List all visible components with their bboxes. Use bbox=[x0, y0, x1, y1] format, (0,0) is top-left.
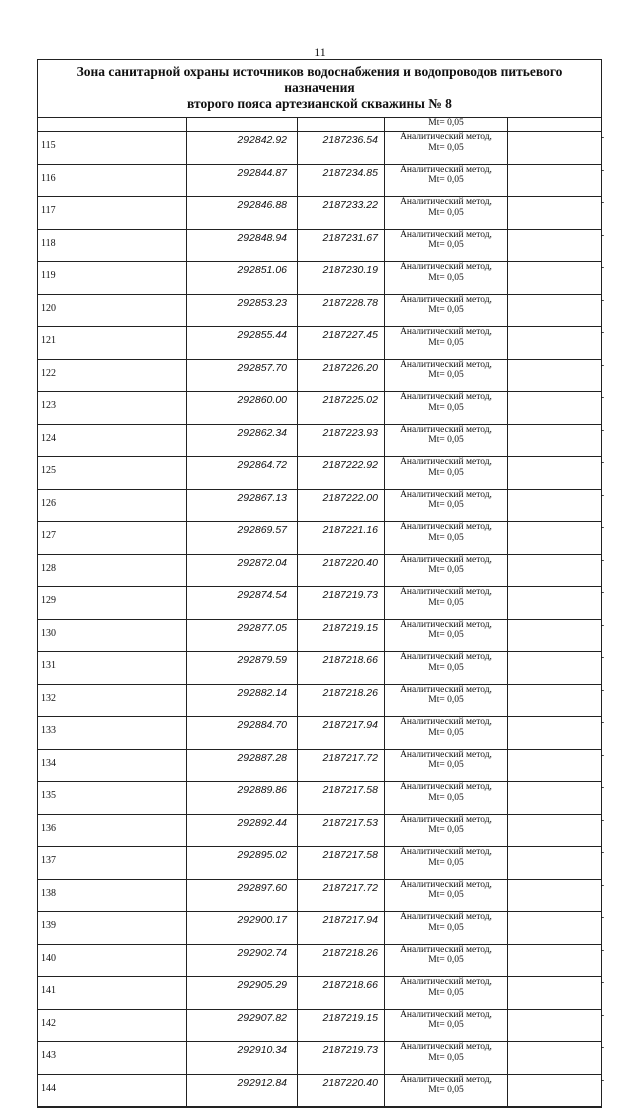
coordinate-y: 2187217.72 bbox=[298, 879, 385, 912]
point-number: 138 bbox=[38, 879, 187, 912]
note-dash: - bbox=[600, 392, 605, 403]
note-dash: - bbox=[600, 489, 605, 501]
method-accuracy: Mt= 0,05 bbox=[428, 857, 464, 868]
note-cell bbox=[508, 587, 605, 620]
note-cell bbox=[508, 1042, 605, 1075]
method-label: Аналитический метод, bbox=[400, 587, 492, 597]
method-accuracy: Mt= 0,05 bbox=[428, 207, 464, 218]
note-dash: - bbox=[600, 522, 605, 533]
method-accuracy: Mt= 0,05 bbox=[428, 240, 464, 250]
coordinate-x: 292900.17 bbox=[187, 912, 298, 945]
method-accuracy: Mt= 0,05 bbox=[428, 532, 464, 543]
note-cell bbox=[508, 262, 605, 295]
table-row bbox=[38, 879, 601, 912]
coordinate-y: 2187233.22 bbox=[298, 197, 385, 230]
table-row bbox=[38, 977, 601, 1010]
note-dash: - bbox=[600, 879, 605, 891]
method-label: Аналитический метод, bbox=[400, 197, 492, 207]
table-row bbox=[38, 197, 601, 230]
note-dash: - bbox=[600, 814, 605, 826]
method-label: Аналитический метод, bbox=[400, 457, 492, 467]
coordinate-x: 292895.02 bbox=[187, 847, 298, 880]
method-label: Аналитический метод, bbox=[400, 879, 492, 890]
note-cell bbox=[508, 944, 605, 977]
method-accuracy: Mt= 0,05 bbox=[428, 630, 464, 640]
method-accuracy: Mt= 0,05 bbox=[428, 565, 464, 575]
note-cell bbox=[508, 619, 605, 652]
method-cell bbox=[385, 782, 508, 815]
table-row bbox=[38, 717, 601, 750]
point-number: 134 bbox=[38, 749, 187, 782]
coordinate-y: 2187236.54 bbox=[298, 132, 385, 165]
continuation-method-tail: Mt= 0,05 bbox=[428, 118, 464, 128]
table-row bbox=[38, 814, 601, 847]
coordinate-y: 2187219.15 bbox=[298, 1009, 385, 1042]
note-dash: - bbox=[600, 782, 605, 793]
method-accuracy: Mt= 0,05 bbox=[428, 1052, 464, 1063]
method-cell bbox=[385, 1009, 508, 1042]
method-accuracy: Mt= 0,05 bbox=[428, 305, 464, 315]
note-cell bbox=[508, 132, 605, 165]
table-row bbox=[38, 294, 601, 327]
table-row bbox=[38, 554, 601, 587]
note-dash: - bbox=[600, 327, 605, 338]
note-dash: - bbox=[600, 977, 605, 988]
table-row bbox=[38, 1042, 601, 1075]
method-label: Аналитический метод, bbox=[400, 489, 492, 500]
table-row bbox=[38, 847, 601, 880]
table-row bbox=[38, 619, 601, 652]
table-row bbox=[38, 1074, 601, 1107]
point-number: 133 bbox=[38, 717, 187, 750]
point-number: 127 bbox=[38, 522, 187, 555]
point-number: 141 bbox=[38, 977, 187, 1010]
point-number: 117 bbox=[38, 197, 187, 230]
method-label: Аналитический метод, bbox=[400, 327, 492, 337]
coordinate-y: 2187218.66 bbox=[298, 977, 385, 1010]
point-number: 131 bbox=[38, 652, 187, 685]
point-number: 120 bbox=[38, 294, 187, 327]
coordinate-y: 2187227.45 bbox=[298, 327, 385, 360]
table-row bbox=[38, 229, 601, 262]
method-cell bbox=[385, 164, 508, 197]
method-accuracy: Mt= 0,05 bbox=[428, 727, 464, 738]
method-accuracy: Mt= 0,05 bbox=[428, 370, 464, 380]
method-cell bbox=[385, 587, 508, 620]
method-accuracy: Mt= 0,05 bbox=[428, 922, 464, 933]
coordinate-y: 2187223.93 bbox=[298, 424, 385, 457]
page-number: 11 bbox=[314, 45, 326, 59]
coordinate-x: 292846.88 bbox=[187, 197, 298, 230]
coordinate-y: 2187217.53 bbox=[298, 814, 385, 847]
coordinate-x: 292874.54 bbox=[187, 587, 298, 620]
coordinate-x: 292887.28 bbox=[187, 749, 298, 782]
coordinate-x: 292848.94 bbox=[187, 229, 298, 262]
method-label: Аналитический метод, bbox=[400, 944, 492, 955]
coordinate-y: 2187222.92 bbox=[298, 457, 385, 490]
table-row bbox=[38, 424, 601, 457]
method-cell bbox=[385, 847, 508, 880]
method-label: Аналитический метод, bbox=[400, 359, 492, 370]
coordinate-y: 2187217.94 bbox=[298, 912, 385, 945]
continuation-row bbox=[38, 118, 601, 132]
note-dash: - bbox=[600, 587, 605, 598]
coordinate-y: 2187228.78 bbox=[298, 294, 385, 327]
method-cell bbox=[385, 132, 508, 165]
point-number: 128 bbox=[38, 554, 187, 587]
coordinate-y: 2187219.73 bbox=[298, 587, 385, 620]
note-dash: - bbox=[600, 424, 605, 436]
point-number: 137 bbox=[38, 847, 187, 880]
note-cell bbox=[508, 229, 605, 262]
note-dash: - bbox=[600, 229, 605, 241]
point-number: 116 bbox=[38, 164, 187, 197]
method-cell bbox=[385, 294, 508, 327]
point-number: 129 bbox=[38, 587, 187, 620]
method-cell bbox=[385, 489, 508, 522]
coordinates-table bbox=[38, 118, 605, 1107]
point-number: 132 bbox=[38, 684, 187, 717]
note-dash: - bbox=[600, 912, 605, 923]
note-cell bbox=[508, 294, 605, 327]
table-row bbox=[38, 262, 601, 295]
table-row bbox=[38, 359, 601, 392]
table-row bbox=[38, 652, 601, 685]
note-dash: - bbox=[600, 457, 605, 468]
method-label: Аналитический метод, bbox=[400, 132, 492, 142]
coordinate-y: 2187231.67 bbox=[298, 229, 385, 262]
coordinate-x: 292853.23 bbox=[187, 294, 298, 327]
note-dash: - bbox=[600, 652, 605, 663]
method-cell bbox=[385, 912, 508, 945]
table-row bbox=[38, 749, 601, 782]
method-label: Аналитический метод, bbox=[400, 814, 492, 825]
method-label: Аналитический метод, bbox=[400, 977, 492, 987]
note-cell bbox=[508, 879, 605, 912]
method-accuracy: Mt= 0,05 bbox=[428, 402, 464, 413]
method-cell bbox=[385, 457, 508, 490]
table-row bbox=[38, 489, 601, 522]
point-number: 142 bbox=[38, 1009, 187, 1042]
note-dash: - bbox=[600, 359, 605, 371]
note-cell bbox=[508, 457, 605, 490]
point-number: 115 bbox=[38, 132, 187, 165]
note-cell bbox=[508, 522, 605, 555]
coordinate-y: 2187217.58 bbox=[298, 847, 385, 880]
method-label: Аналитический метод, bbox=[400, 164, 492, 175]
coordinate-x: 292872.04 bbox=[187, 554, 298, 587]
note-cell bbox=[508, 327, 605, 360]
coordinate-x: 292897.60 bbox=[187, 879, 298, 912]
coordinate-y: 2187219.73 bbox=[298, 1042, 385, 1075]
coordinate-x: 292877.05 bbox=[187, 619, 298, 652]
title-line-1: Зона санитарной охраны источников водоснабжения и водопроводов питьевого назначения bbox=[76, 64, 563, 95]
note-dash: - bbox=[600, 749, 605, 761]
method-accuracy: Mt= 0,05 bbox=[428, 987, 464, 998]
coordinate-y: 2187217.94 bbox=[298, 717, 385, 750]
coordinate-x: 292869.57 bbox=[187, 522, 298, 555]
note-dash: - bbox=[600, 1009, 605, 1021]
note-dash: - bbox=[600, 197, 605, 208]
method-cell bbox=[385, 359, 508, 392]
coordinate-y: 2187222.00 bbox=[298, 489, 385, 522]
coordinate-x: 292912.84 bbox=[187, 1074, 298, 1107]
point-number: 130 bbox=[38, 619, 187, 652]
method-cell bbox=[385, 1042, 508, 1075]
note-dash: - bbox=[600, 132, 605, 143]
point-number: 126 bbox=[38, 489, 187, 522]
method-label: Аналитический метод, bbox=[400, 1074, 492, 1085]
note-cell bbox=[508, 1074, 605, 1107]
method-cell bbox=[385, 814, 508, 847]
note-cell bbox=[508, 489, 605, 522]
note-dash: - bbox=[600, 944, 605, 956]
table-row bbox=[38, 684, 601, 717]
method-accuracy: Mt= 0,05 bbox=[428, 1085, 464, 1095]
coordinate-x: 292864.72 bbox=[187, 457, 298, 490]
note-cell bbox=[508, 912, 605, 945]
method-accuracy: Mt= 0,05 bbox=[428, 500, 464, 510]
coordinate-x: 292857.70 bbox=[187, 359, 298, 392]
coordinate-y: 2187220.40 bbox=[298, 554, 385, 587]
method-label: Аналитический метод, bbox=[400, 782, 492, 792]
method-cell bbox=[385, 749, 508, 782]
method-accuracy: Mt= 0,05 bbox=[428, 662, 464, 673]
coordinate-y: 2187230.19 bbox=[298, 262, 385, 295]
coordinate-x: 292892.44 bbox=[187, 814, 298, 847]
method-accuracy: Mt= 0,05 bbox=[428, 695, 464, 705]
note-cell bbox=[508, 749, 605, 782]
coordinate-y: 2187220.40 bbox=[298, 1074, 385, 1107]
method-label: Аналитический метод, bbox=[400, 749, 492, 760]
note-dash: - bbox=[600, 1042, 605, 1053]
method-cell bbox=[385, 977, 508, 1010]
coordinate-y: 2187218.26 bbox=[298, 944, 385, 977]
method-label: Аналитический метод, bbox=[400, 1042, 492, 1052]
coordinate-y: 2187225.02 bbox=[298, 392, 385, 425]
table-row bbox=[38, 457, 601, 490]
note-cell bbox=[508, 164, 605, 197]
note-cell bbox=[508, 717, 605, 750]
coordinate-x: 292842.92 bbox=[187, 132, 298, 165]
document-title bbox=[38, 60, 601, 118]
note-cell bbox=[508, 977, 605, 1010]
point-number: 121 bbox=[38, 327, 187, 360]
note-cell bbox=[508, 847, 605, 880]
method-accuracy: Mt= 0,05 bbox=[428, 337, 464, 348]
note-cell bbox=[508, 197, 605, 230]
method-cell bbox=[385, 1074, 508, 1107]
note-dash: - bbox=[600, 717, 605, 728]
method-accuracy: Mt= 0,05 bbox=[428, 142, 464, 153]
coordinate-x: 292882.14 bbox=[187, 684, 298, 717]
method-label: Аналитический метод, bbox=[400, 424, 492, 435]
note-dash: - bbox=[600, 847, 605, 858]
point-number: 135 bbox=[38, 782, 187, 815]
method-label: Аналитический метод, bbox=[400, 554, 492, 565]
method-cell bbox=[385, 684, 508, 717]
coordinate-y: 2187218.26 bbox=[298, 684, 385, 717]
method-accuracy: Mt= 0,05 bbox=[428, 597, 464, 608]
point-number: 123 bbox=[38, 392, 187, 425]
coordinate-x: 292907.82 bbox=[187, 1009, 298, 1042]
method-accuracy: Mt= 0,05 bbox=[428, 467, 464, 478]
method-cell bbox=[385, 717, 508, 750]
coordinates-sheet bbox=[37, 59, 605, 1108]
note-cell bbox=[508, 1009, 605, 1042]
coordinate-x: 292889.86 bbox=[187, 782, 298, 815]
method-label: Аналитический метод, bbox=[400, 847, 492, 857]
coordinate-y: 2187234.85 bbox=[298, 164, 385, 197]
note-cell bbox=[508, 359, 605, 392]
coordinate-x: 292905.29 bbox=[187, 977, 298, 1010]
table-row bbox=[38, 392, 601, 425]
method-cell bbox=[385, 262, 508, 295]
method-label: Аналитический метод, bbox=[400, 392, 492, 402]
note-dash: - bbox=[600, 1074, 605, 1086]
coordinate-x: 292851.06 bbox=[187, 262, 298, 295]
table-row bbox=[38, 1009, 601, 1042]
table-row bbox=[38, 944, 601, 977]
method-label: Аналитический метод, bbox=[400, 717, 492, 727]
note-cell bbox=[508, 814, 605, 847]
method-label: Аналитический метод, bbox=[400, 912, 492, 922]
point-number: 118 bbox=[38, 229, 187, 262]
table-row bbox=[38, 132, 601, 165]
note-cell bbox=[508, 652, 605, 685]
coordinate-x: 292860.00 bbox=[187, 392, 298, 425]
method-label: Аналитический метод, bbox=[400, 1009, 492, 1020]
method-cell bbox=[385, 229, 508, 262]
note-cell bbox=[508, 684, 605, 717]
method-label: Аналитический метод, bbox=[400, 262, 492, 272]
method-accuracy: Mt= 0,05 bbox=[428, 890, 464, 900]
coordinate-y: 2187221.16 bbox=[298, 522, 385, 555]
coordinate-y: 2187217.72 bbox=[298, 749, 385, 782]
method-accuracy: Mt= 0,05 bbox=[428, 175, 464, 185]
method-cell bbox=[385, 554, 508, 587]
table-row bbox=[38, 522, 601, 555]
table-row bbox=[38, 327, 601, 360]
coordinate-y: 2187219.15 bbox=[298, 619, 385, 652]
point-number: 143 bbox=[38, 1042, 187, 1075]
method-label: Аналитический метод, bbox=[400, 522, 492, 532]
point-number: 144 bbox=[38, 1074, 187, 1107]
method-cell bbox=[385, 197, 508, 230]
note-cell bbox=[508, 782, 605, 815]
point-number: 125 bbox=[38, 457, 187, 490]
coordinate-x: 292884.70 bbox=[187, 717, 298, 750]
coordinate-x: 292910.34 bbox=[187, 1042, 298, 1075]
method-accuracy: Mt= 0,05 bbox=[428, 1020, 464, 1030]
point-number: 119 bbox=[38, 262, 187, 295]
coordinate-x: 292867.13 bbox=[187, 489, 298, 522]
note-cell bbox=[508, 392, 605, 425]
method-accuracy: Mt= 0,05 bbox=[428, 792, 464, 803]
method-label: Аналитический метод, bbox=[400, 684, 492, 695]
note-cell bbox=[508, 424, 605, 457]
method-cell bbox=[385, 619, 508, 652]
table-row bbox=[38, 912, 601, 945]
point-number: 140 bbox=[38, 944, 187, 977]
method-cell bbox=[385, 652, 508, 685]
method-cell bbox=[385, 424, 508, 457]
method-cell bbox=[385, 392, 508, 425]
note-dash: - bbox=[600, 164, 605, 176]
coordinate-x: 292879.59 bbox=[187, 652, 298, 685]
method-label: Аналитический метод, bbox=[400, 619, 492, 630]
note-dash: - bbox=[600, 554, 605, 566]
note-dash: - bbox=[600, 294, 605, 306]
note-dash: - bbox=[600, 619, 605, 631]
point-number: 136 bbox=[38, 814, 187, 847]
coordinate-y: 2187217.58 bbox=[298, 782, 385, 815]
coordinate-x: 292902.74 bbox=[187, 944, 298, 977]
method-cell bbox=[385, 944, 508, 977]
note-dash: - bbox=[600, 262, 605, 273]
point-number: 139 bbox=[38, 912, 187, 945]
method-cell bbox=[385, 522, 508, 555]
method-label: Аналитический метод, bbox=[400, 652, 492, 662]
coordinate-x: 292862.34 bbox=[187, 424, 298, 457]
note-dash: - bbox=[600, 684, 605, 696]
method-accuracy: Mt= 0,05 bbox=[428, 760, 464, 770]
coordinate-x: 292855.44 bbox=[187, 327, 298, 360]
coordinate-x: 292844.87 bbox=[187, 164, 298, 197]
table-row bbox=[38, 164, 601, 197]
coordinate-y: 2187226.20 bbox=[298, 359, 385, 392]
method-accuracy: Mt= 0,05 bbox=[428, 272, 464, 283]
method-accuracy: Mt= 0,05 bbox=[428, 955, 464, 965]
coordinate-y: 2187218.66 bbox=[298, 652, 385, 685]
method-cell bbox=[385, 879, 508, 912]
method-accuracy: Mt= 0,05 bbox=[428, 435, 464, 445]
method-accuracy: Mt= 0,05 bbox=[428, 825, 464, 835]
table-row bbox=[38, 587, 601, 620]
point-number: 124 bbox=[38, 424, 187, 457]
method-cell bbox=[385, 327, 508, 360]
note-cell bbox=[508, 554, 605, 587]
title-line-2: второго пояса артезианской скважины № 8 bbox=[187, 96, 452, 111]
method-label: Аналитический метод, bbox=[400, 229, 492, 240]
point-number: 122 bbox=[38, 359, 187, 392]
method-label: Аналитический метод, bbox=[400, 294, 492, 305]
table-row bbox=[38, 782, 601, 815]
